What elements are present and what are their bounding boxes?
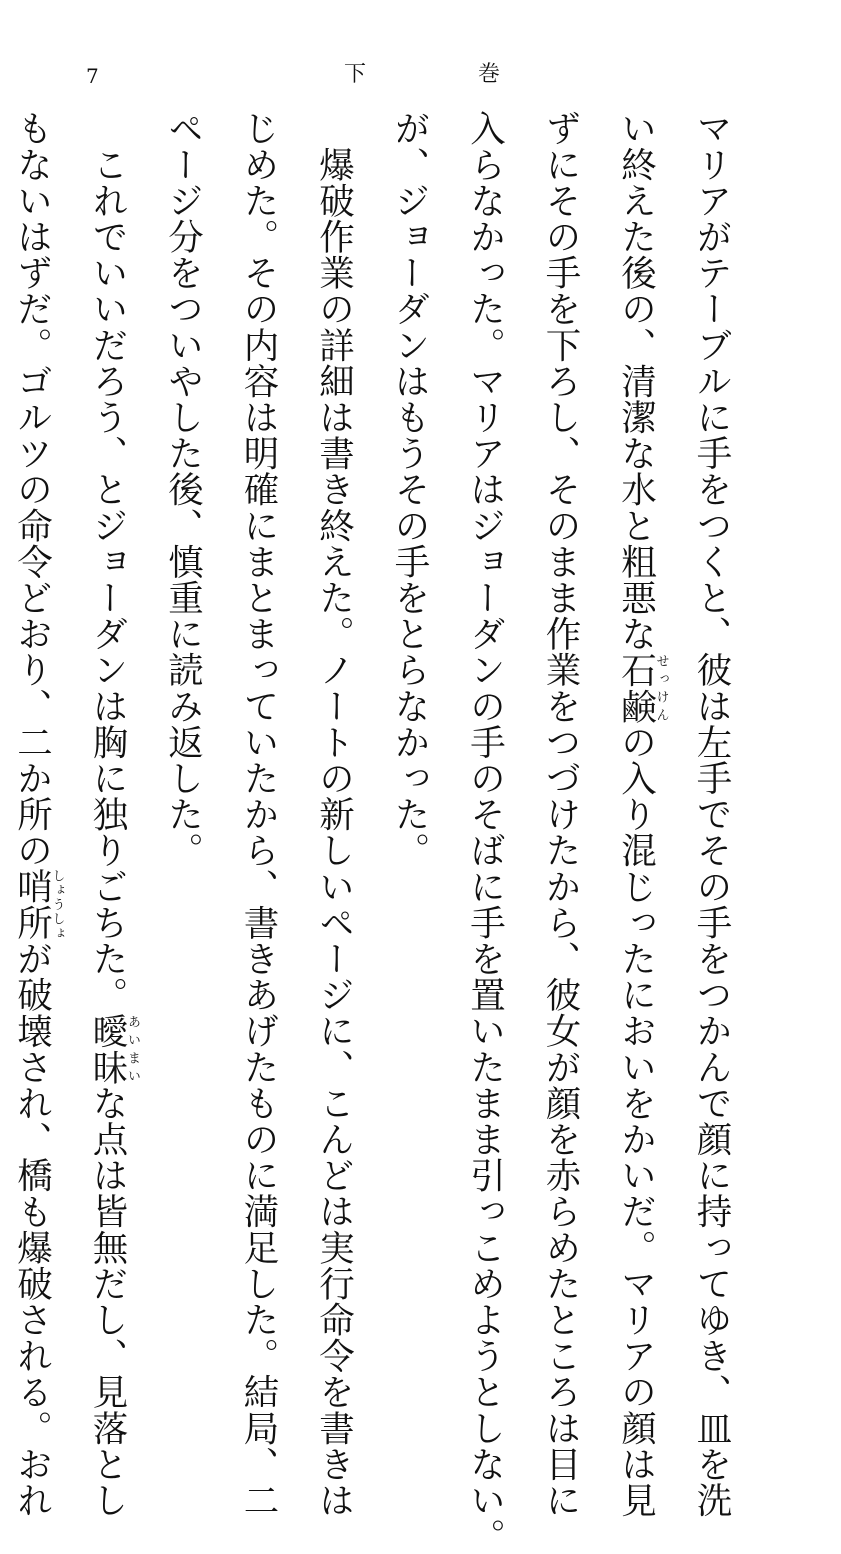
- text-line: [221, 110, 297, 1518]
- text-line: [447, 110, 523, 1554]
- furigana-word: [87, 1012, 140, 1085]
- furigana-word: [615, 651, 669, 724]
- text-segment: 爆破作業の詳細は書き終えた。ノートの新しいページに、こんどは実行命令を書きは: [313, 110, 355, 1518]
- ruby-reading: あいまい: [125, 1012, 140, 1085]
- text-segment: い終えた後の、清潔な水と粗悪な: [615, 110, 657, 652]
- text-segment: が、ジョーダンはもうその手をとらなかった。: [389, 110, 430, 869]
- text-segment: もないはずだ。ゴルツの命令どおり、二か所の: [11, 110, 53, 869]
- text-line: [296, 110, 372, 1518]
- running-header-title: 下巻: [344, 62, 613, 87]
- ruby-reading: せっけん: [653, 651, 669, 724]
- ruby-base: 曖昧: [87, 1012, 128, 1085]
- text-segment: の入り混じったにおいをかいだ。マリアの顔は見: [615, 723, 657, 1518]
- text-segment: マリアがテーブルに手をつくと、彼は左手でその手をつかんで顔に持ってゆき、皿を洗: [691, 110, 732, 1518]
- page-number: 7: [86, 64, 99, 88]
- text-segment: な点は皆無だし、見落とし: [87, 1084, 128, 1518]
- text-line: [674, 110, 750, 1518]
- text-line: [523, 110, 599, 1518]
- text-segment: 入らなかった。マリアはジョーダンの手のそばに手を置いたまま引っこめようとしない。: [464, 110, 506, 1554]
- furigana-word: [11, 868, 65, 941]
- ruby-reading: しょうしょ: [49, 868, 65, 941]
- text-line: [70, 110, 146, 1518]
- text-segment: ずにその手を下ろし、そのまま作業をつづけたから、彼女が顔を赤らめたところは目に: [540, 110, 581, 1518]
- text-segment: じめた。その内容は明確にまとまっていたから、書きあげたものに満足した。結局、二: [238, 110, 279, 1518]
- text-line: [0, 110, 70, 1518]
- text-line: [145, 110, 221, 1140]
- body-text: [11, 110, 749, 1554]
- text-segment: ページ分をついやした後、慎重に読み返した。: [162, 110, 204, 869]
- text-line: [372, 110, 448, 1140]
- ruby-base: 石鹸: [615, 651, 657, 724]
- ruby-base: 哨所: [11, 868, 53, 941]
- text-segment: が破壊され、橋も爆破される。おれ: [11, 940, 53, 1518]
- text-line: [598, 110, 674, 1518]
- text-segment: これでいいだろう、とジョーダンは胸に独りごちた。: [87, 110, 128, 1013]
